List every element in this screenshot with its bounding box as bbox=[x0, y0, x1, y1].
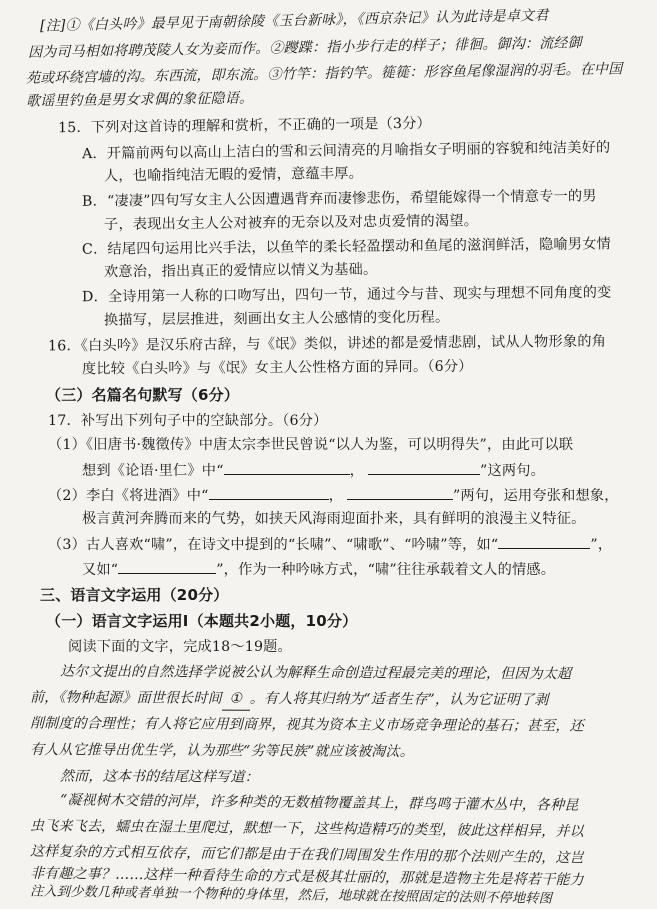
passage-p3-line4: 非有趣之事？……这样一种看待生命的方式是极其壮丽的，那就是造物主先是将若干能力 bbox=[29, 865, 584, 889]
q15-option-d-line1: D．全诗用第一人称的口吻写出，四句一节，通过今与昔、现实与理想不同角度的变 bbox=[81, 284, 612, 306]
q17-blank-1[interactable] bbox=[224, 459, 350, 475]
q17-blank-3[interactable] bbox=[209, 484, 329, 500]
passage-p1-line2 bbox=[30, 687, 549, 713]
q15-option-a-line2: 人，也喻指纯洁无暇的爱情，意蕴丰厚。 bbox=[103, 165, 364, 185]
q17-item1-prefix: 想到《论语·里仁》中“ bbox=[82, 463, 224, 479]
q17-item2-line1 bbox=[48, 484, 619, 507]
q17-item3b-suffix: ”，作为一种吟咏方式，“啸”往往承载着文人的情感。 bbox=[216, 562, 556, 578]
q17-item2-suffix: ”两句，运用夸张和想象， bbox=[452, 488, 619, 504]
q17-item2-comma: ， bbox=[328, 488, 343, 504]
q17-item2-prefix: （2）李白《将进酒》中“ bbox=[48, 488, 209, 504]
blank-circle-1[interactable]: ① bbox=[222, 688, 250, 711]
q17-blank-5[interactable] bbox=[498, 533, 590, 549]
passage-p2: 然而，这本书的结尾这样写道： bbox=[59, 768, 259, 786]
q17-item3b-prefix: 又如“ bbox=[82, 562, 119, 578]
q17-blank-4[interactable] bbox=[347, 484, 453, 500]
reading-instruction: 阅读下面的文字，完成18～19题。 bbox=[68, 639, 292, 655]
passage-p3-line5: 注入到少数几种或者单独一个物种的身体里，然后，地球就在按照固定的法则不停地转图 bbox=[29, 884, 553, 907]
passage-p3-line2: 虫飞来飞去，蠕虫在湿土里爬过，默想一下，这些构造精巧的类型，彼此这样相异，并以 bbox=[29, 818, 584, 840]
q17-item1-line1: （1）《旧唐书·魏徵传》中唐太宗李世民曾说“以人为鉴，可以明得失”，由此可以联 bbox=[48, 437, 574, 453]
part-3-heading: 三、语言文字运用（20分） bbox=[40, 586, 229, 604]
q17-stem: 17．补写出下列句子中的空缺部分。（6分） bbox=[48, 413, 328, 429]
passage-p3-line1: “凝视树木交错的河岸，许多种类的无数植物覆盖其上，群鸟鸣于灌木丛中，各种昆 bbox=[59, 792, 579, 814]
q17-item1-suffix: ”这两句。 bbox=[480, 463, 546, 479]
note-line-4: 歌谣里钓鱼是男女求偶的象征隐语。 bbox=[25, 90, 254, 110]
q15-option-c-line2: 欢意治，指出真正的爱情应以情义为基础。 bbox=[103, 261, 378, 281]
note-line-3: 苑或环绕宫墙的沟。东西流，即东流。③竹竿：指钓竿。簁簁：形容鱼尾像湿润的羽毛。在中国 bbox=[25, 61, 623, 87]
passage-p1-prefix: 前，《物种起源》面世很长时间 bbox=[29, 689, 222, 707]
q15-stem: 15．下列对这首诗的理解和赏析，不正确的一项是（3分） bbox=[57, 115, 432, 137]
q15-option-a-line1: A．开篇前两句以高山上洁白的雪和云间清亮的月喻指女子明丽的容貌和纯洁美好的 bbox=[81, 139, 611, 163]
q16-line-2: 度比较《白头吟》与《氓》女主人公性格方面的异同。（6分） bbox=[81, 358, 473, 378]
part-3-subheading: （一）语言文字运用Ⅰ（本题共2小题，10分） bbox=[46, 612, 358, 630]
q16-line-1: 16．《白头吟》是汉乐府古辞，与《氓》类似，讲述的都是爱情悲剧，试从人物形象的角 bbox=[47, 333, 607, 355]
q17-item3-line1 bbox=[48, 533, 612, 556]
q15-option-b-line1: B．“凄凄”四句写女主人公因遭遇背弃而凄惨悲伤，希望能嫁得一个情意专一的男 bbox=[81, 188, 597, 210]
q17-item1-comma: ， bbox=[349, 463, 365, 479]
q15-option-d-line2: 换描写，层层推进，刻画出女主人公感情的变化历程。 bbox=[103, 309, 450, 329]
passage-p1-line4: 有人从它推导出优生学，认为那些“劣等民族”就应该被淘汰。 bbox=[29, 741, 414, 761]
passage-p3-line3: 这样复杂的方式相互依存，而它们都是由于在我们周围发生作用的那个法则产生的，这岂 bbox=[29, 843, 584, 867]
q17-item3-prefix: （3）古人喜欢“啸”，在诗文中提到的“长啸”、“啸歌”、“吟啸”等，如“ bbox=[48, 537, 499, 553]
q17-item3-suffix: ”， bbox=[590, 537, 613, 553]
q17-blank-6[interactable] bbox=[118, 558, 216, 574]
passage-p1-line1: 达尔文提出的自然选择学说被公认为解释生命创造过程最完美的理论，但因为太超 bbox=[59, 663, 572, 683]
q17-item2-line2: 极言黄河奔腾而来的气势，如挟天风海雨迎面扑来，具有鲜明的浪漫主义特征。 bbox=[82, 511, 586, 527]
passage-p1-line3: 削制度的合理性；有人将它应用到商界，视其为资本主义市场竞争理论的基石；甚至，还 bbox=[29, 715, 584, 735]
q17-blank-2[interactable] bbox=[368, 459, 480, 475]
note-line-1: [注]①《白头吟》最早见于南朝徐陵《玉台新咏》，《西京杂记》认为此诗是卓文君 bbox=[39, 7, 549, 35]
passage-p1-suffix: 。有人将其归纳为“适者生存”，认为它证明了剥 bbox=[249, 690, 549, 709]
section-3-heading: （三）名篇名句默写（6分） bbox=[46, 386, 240, 404]
q15-option-b-line2: 子，表现出女主人公对被弃的无奈以及对忠贞爱情的渴望。 bbox=[103, 213, 479, 233]
note-line-2: 因为司马相如将聘茂陵人女为妾而作。②躞蹀：指小步行走的样子；徘徊。御沟：流经御 bbox=[27, 35, 582, 61]
q15-option-c-line1: C．结尾四句运用比兴手法，以鱼竿的柔长轻盈摆动和鱼尾的滋润鲜活，隐喻男女情 bbox=[81, 236, 612, 258]
q17-item3-line2 bbox=[82, 558, 555, 581]
q17-item1-line2 bbox=[82, 459, 545, 482]
